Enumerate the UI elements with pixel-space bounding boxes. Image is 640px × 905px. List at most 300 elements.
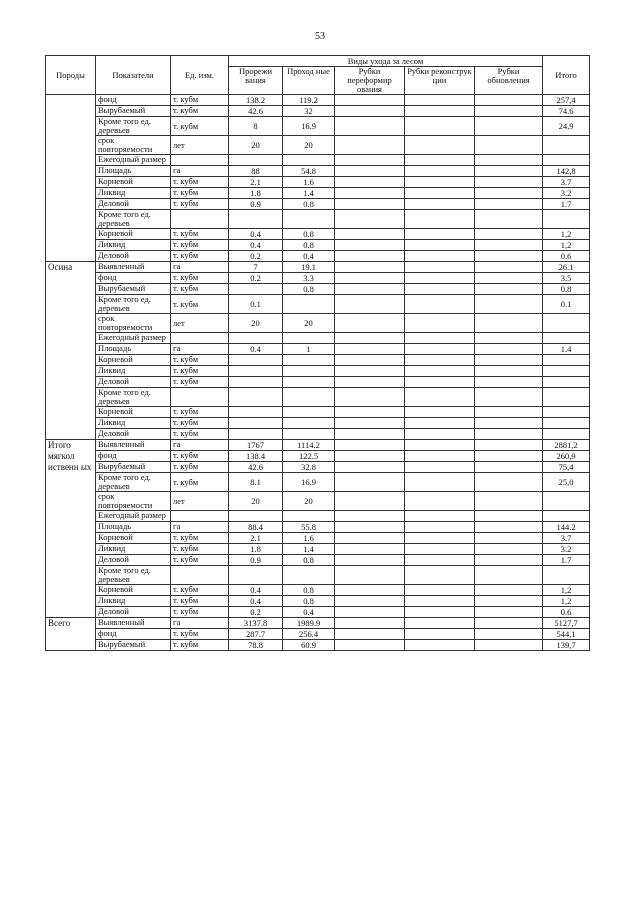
unit-cell: т. кубм [171,462,229,473]
table-row [46,251,590,262]
thinning-value [229,210,283,229]
indicator-cell: Корневой [96,533,171,544]
reconstruction-value [405,492,475,511]
passage-value [283,511,335,522]
indicator-cell: Деловой [96,429,171,440]
table-row [46,273,590,284]
thinning-value: 8.1 [229,473,283,492]
indicator-cell: Вырубаемый [96,462,171,473]
passage-value [283,333,335,344]
table-row [46,210,590,229]
passage-value [283,418,335,429]
thinning-value: 0.4 [229,596,283,607]
table-row [46,533,590,544]
total-value: 75,4 [543,462,590,473]
renewal-value [475,366,543,377]
reformation-value [335,407,405,418]
renewal-value [475,377,543,388]
header-thinning: Прорежи вания [229,67,283,95]
thinning-value [229,377,283,388]
indicator-cell: Вырубаемый [96,106,171,117]
reconstruction-value [405,251,475,262]
table-row [46,188,590,199]
reformation-value [335,388,405,407]
reconstruction-value [405,262,475,273]
header-reformation: Рубки переформир ования [335,67,405,95]
renewal-value [475,388,543,407]
passage-value: 256.4 [283,629,335,640]
reconstruction-value [405,511,475,522]
unit-cell: т. кубм [171,418,229,429]
renewal-value [475,355,543,366]
unit-cell: га [171,440,229,451]
passage-value: 20 [283,136,335,155]
thinning-value [229,284,283,295]
thinning-value: 0.9 [229,555,283,566]
reformation-value [335,117,405,136]
total-value: 3.2 [543,188,590,199]
total-value [543,566,590,585]
total-value [543,355,590,366]
reformation-value [335,462,405,473]
thinning-value: 0.4 [229,229,283,240]
unit-cell [171,388,229,407]
table-row [46,492,590,511]
renewal-value [475,596,543,607]
renewal-value [475,155,543,166]
indicator-cell: фонд [96,629,171,640]
thinning-value: 287.7 [229,629,283,640]
unit-cell [171,333,229,344]
renewal-value [475,188,543,199]
total-value: 26.1 [543,262,590,273]
total-value [543,377,590,388]
passage-value [283,355,335,366]
unit-cell: га [171,618,229,629]
renewal-value [475,429,543,440]
renewal-value [475,607,543,618]
thinning-value: 88.4 [229,522,283,533]
table-row [46,511,590,522]
table-row [46,166,590,177]
thinning-value: 42.6 [229,462,283,473]
unit-cell: т. кубм [171,585,229,596]
thinning-value: 1767 [229,440,283,451]
reconstruction-value [405,366,475,377]
table-row [46,407,590,418]
thinning-value: 20 [229,314,283,333]
indicator-cell: Корневой [96,355,171,366]
total-value [543,366,590,377]
reformation-value [335,344,405,355]
passage-value: 0.8 [283,199,335,210]
passage-value: 55.8 [283,522,335,533]
reformation-value [335,522,405,533]
reformation-value [335,640,405,651]
total-value: 0.6 [543,607,590,618]
thinning-value: 0.4 [229,240,283,251]
unit-cell [171,566,229,585]
reconstruction-value [405,629,475,640]
reformation-value [335,511,405,522]
reformation-value [335,366,405,377]
passage-value: 0.4 [283,251,335,262]
species-cell [46,95,96,262]
thinning-value [229,407,283,418]
passage-value: 1114.2 [283,440,335,451]
unit-cell: т. кубм [171,533,229,544]
reconstruction-value [405,229,475,240]
reformation-value [335,284,405,295]
renewal-value [475,95,543,106]
table-row [46,451,590,462]
header-unit: Ед. изм. [171,56,229,95]
indicator-cell: Корневой [96,407,171,418]
renewal-value [475,511,543,522]
reformation-value [335,188,405,199]
renewal-value [475,629,543,640]
indicator-cell: Кроме того ед. деревьев [96,117,171,136]
reformation-value [335,629,405,640]
reformation-value [335,566,405,585]
reformation-value [335,544,405,555]
unit-cell: т. кубм [171,240,229,251]
total-value: 3.7 [543,533,590,544]
reconstruction-value [405,333,475,344]
table-row [46,117,590,136]
reformation-value [335,473,405,492]
unit-cell: т. кубм [171,188,229,199]
header-passage: Проход ные [283,67,335,95]
table-row [46,240,590,251]
thinning-value: 1.8 [229,188,283,199]
passage-value: 0.8 [283,229,335,240]
total-value [543,407,590,418]
total-value [543,136,590,155]
thinning-value: 0.2 [229,251,283,262]
renewal-value [475,295,543,314]
unit-cell: га [171,166,229,177]
indicator-cell: Деловой [96,377,171,388]
passage-value: 16.9 [283,473,335,492]
reconstruction-value [405,106,475,117]
total-value: 142,8 [543,166,590,177]
passage-value: 1.6 [283,533,335,544]
table-row [46,136,590,155]
reformation-value [335,355,405,366]
total-value [543,429,590,440]
total-value: 1.4 [543,344,590,355]
reconstruction-value [405,388,475,407]
table-row [46,199,590,210]
indicator-cell: Вырубаемый [96,640,171,651]
reconstruction-value [405,117,475,136]
reformation-value [335,177,405,188]
thinning-value: 20 [229,136,283,155]
thinning-value: 78.8 [229,640,283,651]
thinning-value: 7 [229,262,283,273]
total-value: 1,2 [543,585,590,596]
passage-value: 1.6 [283,177,335,188]
unit-cell: т. кубм [171,451,229,462]
indicator-cell: Деловой [96,199,171,210]
reformation-value [335,240,405,251]
thinning-value: 0.4 [229,344,283,355]
header-total: Итого [543,56,590,95]
table-row [46,429,590,440]
total-value: 3.7 [543,177,590,188]
indicator-cell: Ликвид [96,240,171,251]
indicator-cell: Кроме того ед. деревьев [96,210,171,229]
renewal-value [475,284,543,295]
total-value: 1.7 [543,555,590,566]
unit-cell: т. кубм [171,544,229,555]
unit-cell: лет [171,492,229,511]
thinning-value: 0.2 [229,273,283,284]
unit-cell: т. кубм [171,473,229,492]
table-row [46,462,590,473]
table-row [46,522,590,533]
reformation-value [335,607,405,618]
renewal-value [475,618,543,629]
total-value: 0.6 [543,251,590,262]
unit-cell: т. кубм [171,177,229,188]
table-row [46,314,590,333]
renewal-value [475,566,543,585]
unit-cell: т. кубм [171,596,229,607]
forest-care-table [45,55,590,651]
renewal-value [475,555,543,566]
header-species: Породы [46,56,96,95]
renewal-value [475,240,543,251]
passage-value: 119.2 [283,95,335,106]
thinning-value: 1.8 [229,544,283,555]
header-reconstruction: Рубки реконструк ции [405,67,475,95]
page-number: 53 [315,31,325,42]
unit-cell: т. кубм [171,199,229,210]
passage-value: 1.4 [283,188,335,199]
table-row [46,566,590,585]
reconstruction-value [405,522,475,533]
thinning-value: 138.4 [229,451,283,462]
passage-value: 1.4 [283,544,335,555]
unit-cell: га [171,262,229,273]
indicator-cell: Деловой [96,607,171,618]
indicator-cell: Ежегодный размер [96,155,171,166]
reconstruction-value [405,136,475,155]
unit-cell: т. кубм [171,407,229,418]
table-row [46,155,590,166]
reformation-value [335,451,405,462]
reconstruction-value [405,618,475,629]
indicator-cell: Кроме того ед. деревьев [96,473,171,492]
reformation-value [335,333,405,344]
total-value: 1.7 [543,199,590,210]
indicator-cell: Ликвид [96,596,171,607]
thinning-value [229,155,283,166]
header-renewal: Рубки обновления [475,67,543,95]
passage-value: 0.4 [283,607,335,618]
reformation-value [335,377,405,388]
table-row [46,106,590,117]
total-value [543,492,590,511]
unit-cell: т. кубм [171,607,229,618]
reformation-value [335,136,405,155]
table-row [46,377,590,388]
indicator-cell: Ликвид [96,366,171,377]
reformation-value [335,533,405,544]
indicator-cell: Площадь [96,522,171,533]
reconstruction-value [405,199,475,210]
table-row [46,544,590,555]
reconstruction-value [405,95,475,106]
thinning-value: 3137.8 [229,618,283,629]
table-row [46,333,590,344]
unit-cell: т. кубм [171,117,229,136]
reformation-value [335,429,405,440]
passage-value [283,429,335,440]
reformation-value [335,273,405,284]
reformation-value [335,155,405,166]
renewal-value [475,210,543,229]
renewal-value [475,229,543,240]
passage-value: 1989.9 [283,618,335,629]
reconstruction-value [405,295,475,314]
thinning-value [229,388,283,407]
total-value [543,155,590,166]
unit-cell: т. кубм [171,229,229,240]
table-row [46,95,590,106]
table-row [46,344,590,355]
reformation-value [335,555,405,566]
renewal-value [475,344,543,355]
reconstruction-value [405,555,475,566]
reformation-value [335,166,405,177]
thinning-value [229,511,283,522]
reconstruction-value [405,355,475,366]
reformation-value [335,596,405,607]
species-cell: Всего [46,618,96,651]
indicator-cell: Выявленный [96,440,171,451]
thinning-value: 88 [229,166,283,177]
total-value: 257,4 [543,95,590,106]
table-row [46,284,590,295]
unit-cell [171,155,229,166]
thinning-value: 42.6 [229,106,283,117]
renewal-value [475,440,543,451]
total-value: 1,2 [543,240,590,251]
passage-value: 3.3 [283,273,335,284]
unit-cell: га [171,344,229,355]
indicator-cell: Выявленный [96,618,171,629]
passage-value: 1 [283,344,335,355]
table-row [46,440,590,451]
passage-value: 54.8 [283,166,335,177]
passage-value [283,155,335,166]
reconstruction-value [405,544,475,555]
renewal-value [475,640,543,651]
reformation-value [335,440,405,451]
header-indicators: Показатели [96,56,171,95]
indicator-cell: Ежегодный размер [96,333,171,344]
passage-value [283,210,335,229]
indicator-cell: Площадь [96,166,171,177]
passage-value: 0.8 [283,284,335,295]
passage-value: 19.1 [283,262,335,273]
reconstruction-value [405,533,475,544]
passage-value: 60.9 [283,640,335,651]
renewal-value [475,106,543,117]
renewal-value [475,199,543,210]
reconstruction-value [405,188,475,199]
thinning-value [229,429,283,440]
total-value [543,418,590,429]
indicator-cell: фонд [96,95,171,106]
reformation-value [335,492,405,511]
renewal-value [475,177,543,188]
table-row [46,418,590,429]
thinning-value: 20 [229,492,283,511]
reconstruction-value [405,240,475,251]
reconstruction-value [405,407,475,418]
indicator-cell: Выявленный [96,262,171,273]
renewal-value [475,136,543,155]
passage-value: 122.5 [283,451,335,462]
reformation-value [335,295,405,314]
total-value: 3.2 [543,544,590,555]
reconstruction-value [405,566,475,585]
indicator-cell: Вырубаемый [96,284,171,295]
table-row [46,388,590,407]
reconstruction-value [405,177,475,188]
thinning-value: 8 [229,117,283,136]
indicator-cell: Ликвид [96,188,171,199]
reformation-value [335,199,405,210]
thinning-value: 138.2 [229,95,283,106]
thinning-value: 0.2 [229,607,283,618]
table-row [46,355,590,366]
unit-cell [171,511,229,522]
renewal-value [475,522,543,533]
total-value [543,511,590,522]
total-value: 260,9 [543,451,590,462]
renewal-value [475,407,543,418]
passage-value: 20 [283,314,335,333]
indicator-cell: Ликвид [96,544,171,555]
renewal-value [475,314,543,333]
total-value [543,388,590,407]
indicator-cell: Деловой [96,251,171,262]
reformation-value [335,95,405,106]
table-body [46,95,590,651]
unit-cell [171,210,229,229]
indicator-cell: фонд [96,451,171,462]
total-value: 3.5 [543,273,590,284]
header-care-types: Виды ухода за лесом [229,56,543,67]
total-value: 0.1 [543,295,590,314]
total-value: 74.6 [543,106,590,117]
reformation-value [335,210,405,229]
reconstruction-value [405,284,475,295]
reformation-value [335,314,405,333]
unit-cell: га [171,522,229,533]
reconstruction-value [405,429,475,440]
thinning-value [229,418,283,429]
total-value: 5127,7 [543,618,590,629]
indicator-cell: срок повторяемости [96,136,171,155]
total-value: 2881,2 [543,440,590,451]
passage-value [283,407,335,418]
